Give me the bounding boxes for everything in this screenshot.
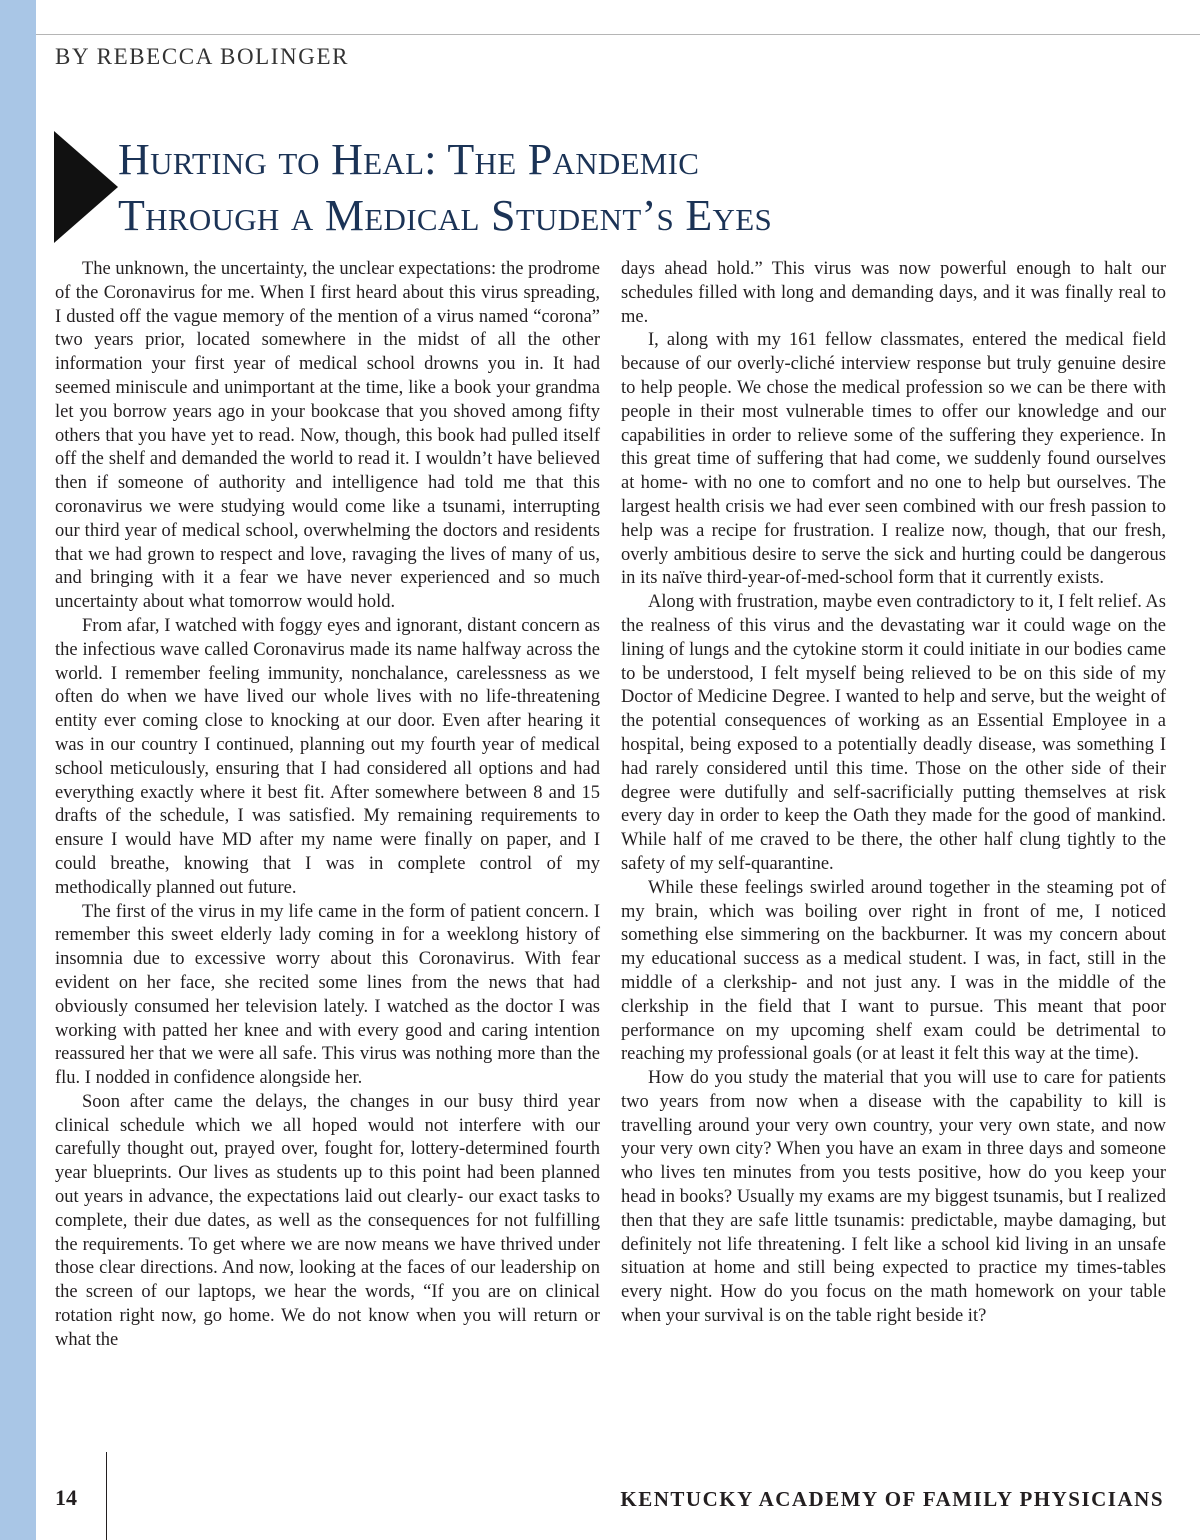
paragraph: The first of the virus in my life came in the form of patient concern. I remember this sweet elderly lady coming in for a weeklong history of insomnia due to excessive worry about this Coronavirus. With fear evident on her face, she recited some lines from the news that had obviously consumed her television lately. I watched as the doctor I was working with patted her knee and with every good and caring intention reassured her that we were all safe. This virus was nothing more than the flu. I nodded in confidence alongside her.	[55, 901, 600, 1089]
header-rule	[36, 34, 1200, 35]
paragraph: The unknown, the uncertainty, the unclear expectations: the prodrome of the Coronavirus for me. When I first heard about this virus spreading, I dusted off the vague memory of the mention of a virus named “corona” two years prior, located somewhere in the midst of all the other information your first year of medical school drowns you in. It had seemed miniscule and unimportant at the time, like a book your grandma let you borrow years ago in your bookcase that you shoved among fifty others that you have yet to read. Now, though, this book had pulled itself off the shelf and demanded the world to read it. I wouldn’t have believed then if someone of authority and intelligence had told me that this coronavirus we were studying would come like a tsunami, interrupting our third year of medical school, overwhelming the doctors and residents that we had grown to respect and love, ravaging the lives of many of us, and bringing with it a fear we have never experienced and so much uncertainty about what tomorrow would hold.	[55, 259, 600, 613]
paragraph: Soon after came the delays, the changes in our busy third year clinical schedule which we all hoped would not interfere with our carefully thought out, prayed over, fought for, lottery-determined fourth year blueprints. Our lives as students up to this point had been planned out years in advance, the expectations laid out clearly- our exact tasks to complete, their due dates, as well as the consequences for not fulfilling the requirements. To get where we are now means we have thrived under those clear directions. And now, looking at the faces of our leadership on the screen of our laptops, we hear the words, “If you are on clinical rotation right now, go home. We do not know when you will return or what the	[55, 1091, 600, 1350]
paragraph-continuation: days ahead hold.” This virus was now powerful enough to halt our schedules filled with long and demanding days, and it was finally real to me.	[621, 259, 1166, 327]
paragraph: Along with frustration, maybe even contradictory to it, I felt relief. As the realness of this virus and the devastating war it could wage on the lining of lungs and the cytokine storm it could initiate in our bodies came to be understood, I felt myself being relieved to be on this side of my Doctor of Medicine Degree. I wanted to help and serve, but the weight of the potential consequences of working as an Essential Employee in a hospital, being exposed to a potentially deadly disease, was something I had rarely considered until this time. Those on the other side of their degree were dutifully and self-sacrificially putting themselves at risk every day in order to keep the Oath they made for the good of mankind. While half of me craved to be there, the other half clung tightly to the safety of my self-quarantine.	[621, 592, 1166, 874]
title-line-1: Hurting to Heal: The Pandemic	[118, 135, 700, 184]
title-arrow-icon	[54, 131, 118, 243]
paragraph: While these feelings swirled around together in the steaming pot of my brain, which was boiling over right in front of me, I noticed something else simmering on the backburner. It was my concern about my educational success as a medical student. I was, in fact, still in the middle of a clerkship- and not just any. I was in the middle of the clerkship in the field that I want to pursue. This meant that poor performance on my upcoming shelf exam could be detrimental to reaching my professional goals (or at least it felt this way at the time).	[621, 877, 1166, 1065]
page-number: 14	[55, 1485, 77, 1510]
left-column	[55, 258, 600, 1353]
byline: BY REBECCA BOLINGER	[55, 44, 350, 69]
paragraph: From afar, I watched with foggy eyes and ignorant, distant concern as the infectious wave called Coronavirus made its name halfway across the world. I remember feeling immunity, nonchalance, carelessness as we often do when we have lived our whole lives with no life-threatening entity ever coming close to knocking at our door. Even after hearing it was in our country I continued, planning out my fourth year of medical school meticulously, ensuring that I had considered all options and had everything exactly where it best fit. After somewhere between 8 and 15 drafts of the schedule, I was satisfied. My remaining requirements to ensure I would have MD after my name were finally on paper, and I could breathe, knowing that I was in complete control of my methodically planned out future.	[55, 615, 600, 898]
title-line-2: Through a Medical Student’s Eyes	[118, 191, 773, 240]
article-title	[118, 132, 772, 244]
side-accent-bar	[0, 0, 36, 1540]
right-column	[621, 258, 1166, 1329]
paragraph: How do you study the material that you will use to care for patients two years from now when a disease with the capability to kill is travelling around your very own country, your very own state, and now your very own city? When you have an exam in three days and someone who lives ten minutes from you tests positive, how do you keep your head in books? Usually my exams are my biggest tsunamis, but I realized then that they are safe little tsunamis: predictable, maybe damaging, but definitely not life threatening. I felt like a school kid living in an unsafe situation at home and still being expected to practice my times-tables every night. How do you focus on the math homework on your table when your survival is on the table right beside it?	[621, 1068, 1166, 1327]
publication-name: KENTUCKY ACADEMY OF FAMILY PHYSICIANS	[620, 1487, 1164, 1511]
paragraph: I, along with my 161 fellow classmates, entered the medical field because of our overly-cliché interview response but truly genuine desire to help people. We chose the medical profession so we can be there with people in their most vulnerable times to offer our knowledge and our capabilities in order to relieve some of the suffering they experience. In this great time of suffering that had come, we suddenly found ourselves at home- with no one to comfort and no one to help but ourselves. The largest health crisis we had ever seen combined with our fresh passion to help was a recipe for frustration. I realize now, though, that our fresh, overly ambitious desire to serve the sick and hurting could be dangerous in its naïve third-year-of-med-school form that it currently exists.	[621, 330, 1166, 589]
footer-divider	[106, 1452, 107, 1540]
